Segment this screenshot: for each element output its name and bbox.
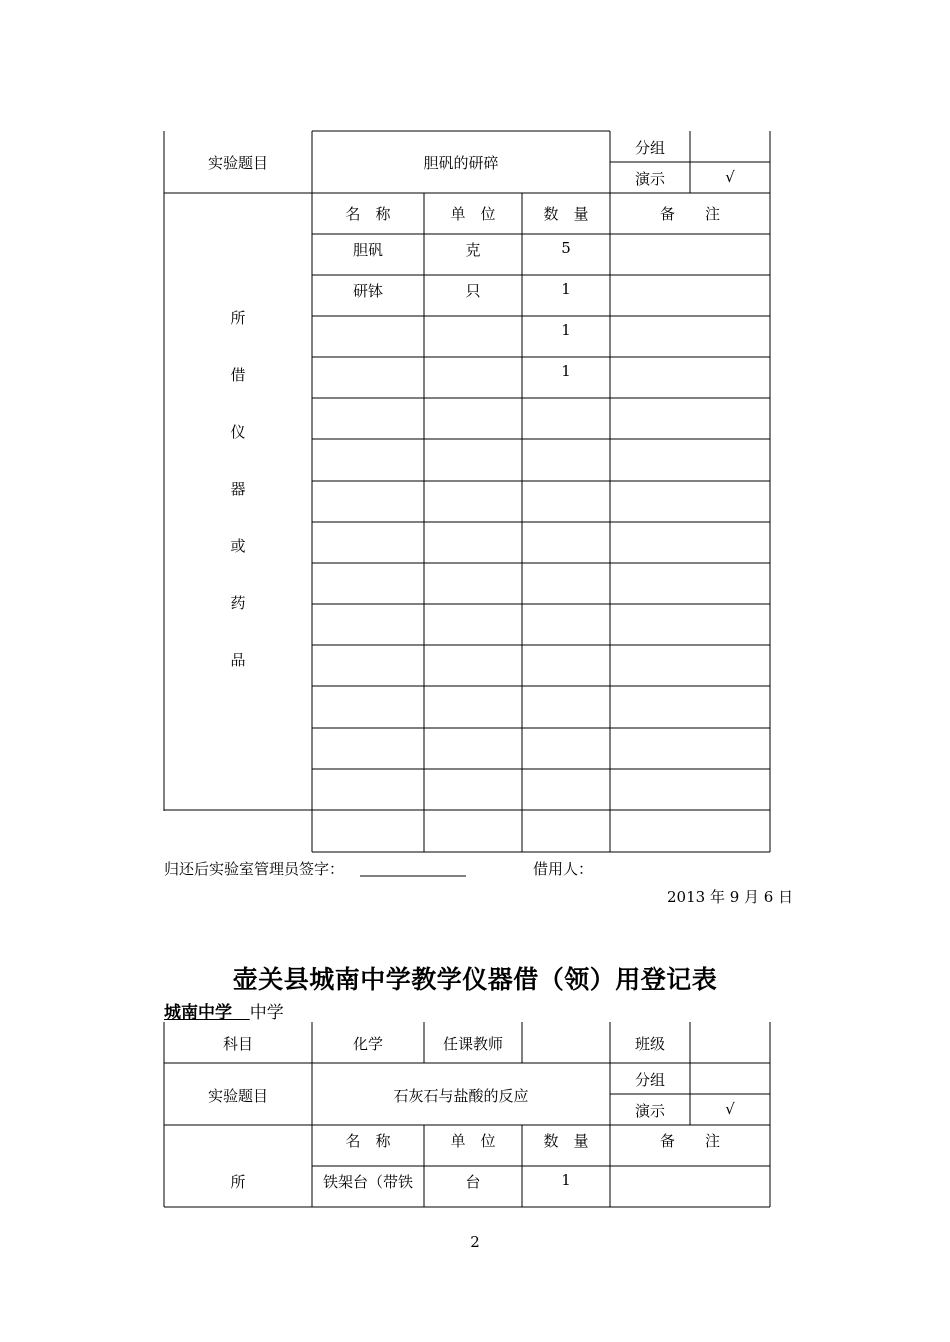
row3-qty: 1 [561,321,571,339]
header2-name: 名 称 [345,1132,391,1150]
row2-1-qty: 1 [561,1171,571,1189]
side-char-7: 品 [230,651,246,669]
row2-1-name: 铁架台（带铁 [322,1173,413,1191]
page-number: 2 [470,1233,480,1251]
header-name: 名 称 [345,205,391,223]
school-name: 城南中学 [164,1003,232,1023]
class-label: 班级 [634,1035,665,1053]
demo2-label: 演示 [634,1102,665,1120]
date: 2013 年 9 月 6 日 [667,888,794,906]
side-char-2: 借 [230,366,246,384]
row1-name: 胆矾 [352,241,383,259]
borrower-label: 借用人： [533,860,594,878]
demo-label: 演示 [634,170,665,188]
row2-qty: 1 [561,280,571,298]
topic2-value: 石灰石与盐酸的反应 [393,1087,529,1105]
row1-unit: 克 [465,241,481,259]
topic-label: 实验题目 [207,154,268,172]
subject-label: 科目 [222,1035,253,1053]
school-suffix: 中学 [249,1003,284,1023]
header2-note: 备 注 [659,1132,720,1150]
return-sign-label: 归还后实验室管理员签字： [164,860,345,878]
topic-value: 胆矾的研碎 [423,154,499,172]
header2-qty: 数 量 [543,1132,589,1150]
side-char-5: 或 [230,537,246,555]
row4-qty: 1 [561,362,571,380]
demo-checkmark: √ [725,168,735,186]
side2-char-1: 所 [230,1173,246,1191]
group-label: 分组 [634,139,665,157]
group2-label: 分组 [634,1071,665,1089]
topic2-label: 实验题目 [207,1087,268,1105]
form-title: 壶关县城南中学教学仪器借（领）用登记表 [232,965,718,994]
subject-value: 化学 [352,1035,383,1053]
header-unit: 单 位 [450,205,496,223]
demo2-checkmark: √ [725,1100,735,1118]
side-char-4: 器 [230,480,246,498]
row2-1-unit: 台 [465,1173,481,1191]
header-qty: 数 量 [543,205,589,223]
side-char-1: 所 [230,309,246,327]
row1-qty: 5 [561,239,571,257]
teacher-label: 任课教师 [442,1035,503,1053]
side-char-6: 药 [230,594,246,612]
school-line [164,998,284,1023]
row2-unit: 只 [465,282,481,300]
header2-unit: 单 位 [450,1132,496,1150]
header-note: 备 注 [659,205,720,223]
side-char-3: 仪 [230,423,246,441]
row2-name: 研钵 [352,282,383,300]
